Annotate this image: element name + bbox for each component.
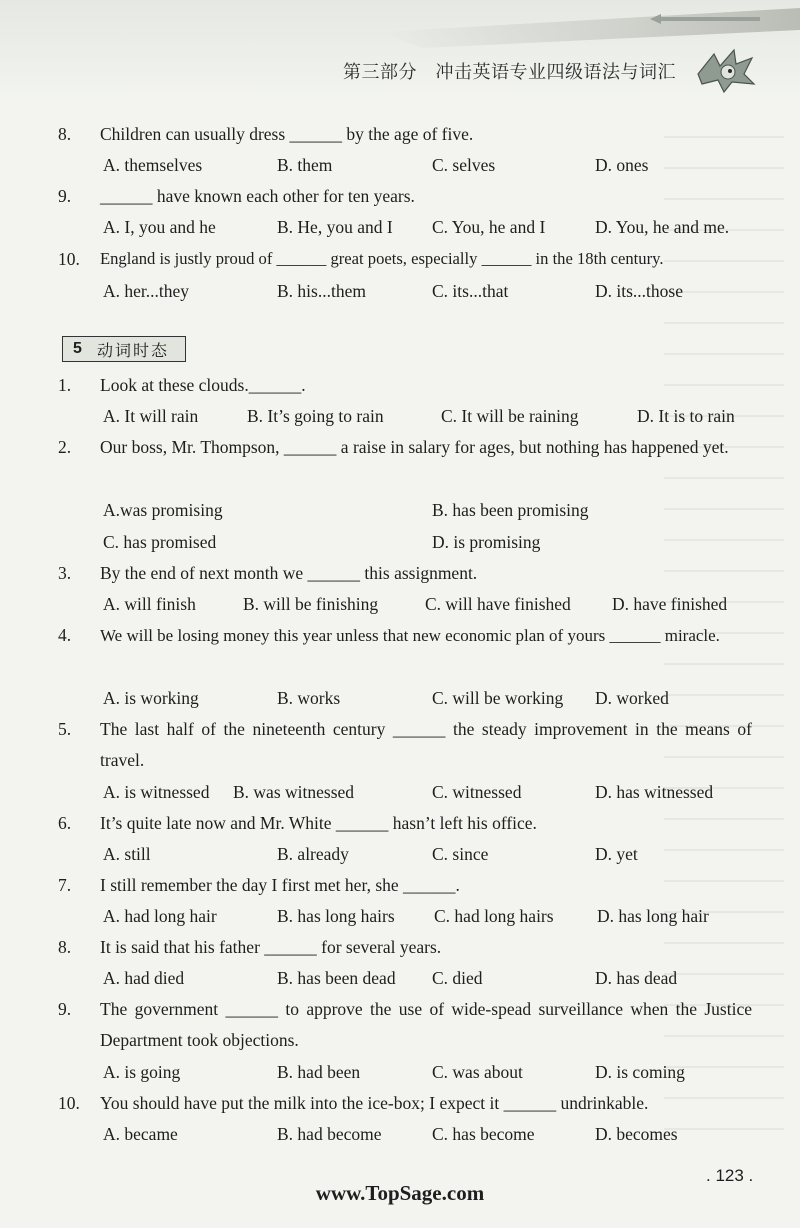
option-b: B. was witnessed bbox=[233, 782, 355, 802]
option-d: D. It is to rain bbox=[637, 406, 735, 426]
site-watermark-link[interactable]: www.TopSage.com bbox=[315, 1181, 485, 1205]
question-number: 2. bbox=[58, 437, 72, 457]
page-number: . 123 . bbox=[706, 1166, 754, 1185]
option-b: B. has long hairs bbox=[277, 906, 395, 926]
option-a: A. her...they bbox=[103, 281, 190, 301]
question-number: 10. bbox=[58, 249, 80, 269]
option-b: B. already bbox=[277, 844, 349, 864]
question-stem: The last half of the nineteenth century ______ the steady improvement in the means of travel. bbox=[100, 719, 752, 770]
option-d: D. is coming bbox=[595, 1062, 685, 1082]
option-c: C. selves bbox=[432, 155, 496, 175]
option-d: D. becomes bbox=[595, 1124, 678, 1144]
question-number: 6. bbox=[58, 813, 72, 833]
question-number: 8. bbox=[58, 124, 72, 144]
option-d: D. yet bbox=[595, 844, 638, 864]
option-d: D. has long hair bbox=[597, 906, 709, 926]
option-c: C. witnessed bbox=[432, 782, 522, 802]
question-stem: Our boss, Mr. Thompson, ______ a raise in salary for ages, but nothing has happened yet. bbox=[100, 437, 729, 457]
option-d: D. has witnessed bbox=[595, 782, 714, 802]
question-stem: It is said that his father ______ for several years. bbox=[100, 937, 442, 957]
option-a: A. is working bbox=[103, 688, 199, 708]
option-d: D. worked bbox=[595, 688, 669, 708]
option-a: A. It will rain bbox=[103, 406, 199, 426]
option-d: D. is promising bbox=[432, 532, 541, 552]
option-b: B. had been bbox=[277, 1062, 361, 1082]
option-c: C. It will be raining bbox=[441, 406, 579, 426]
option-b: B. He, you and I bbox=[277, 217, 393, 237]
option-c: C. will have finished bbox=[425, 594, 571, 614]
question-number: 9. bbox=[58, 186, 72, 206]
question-number: 8. bbox=[58, 937, 72, 957]
question-stem: The government ______ to approve the use of wide-spead surveillance when the Justice Department took objections. bbox=[100, 999, 752, 1050]
question-number: 5. bbox=[58, 719, 72, 739]
option-a: A. still bbox=[103, 844, 151, 864]
question-stem: It’s quite late now and Mr. White ______ hasn’t left his office. bbox=[100, 813, 537, 833]
section-heading bbox=[62, 336, 186, 362]
question-number: 9. bbox=[58, 999, 72, 1019]
option-c: C. was about bbox=[432, 1062, 523, 1082]
option-a: A. became bbox=[103, 1124, 178, 1144]
section-number: 5 bbox=[73, 340, 82, 357]
option-b: B. has been promising bbox=[432, 500, 589, 520]
mascot-icon bbox=[694, 44, 756, 94]
option-c: C. You, he and I bbox=[432, 217, 546, 237]
option-b: B. works bbox=[277, 688, 341, 708]
option-b: B. his...them bbox=[277, 281, 366, 301]
option-d: D. ones bbox=[595, 155, 649, 175]
option-d: D. has dead bbox=[595, 968, 678, 988]
question-stem: England is justly proud of ______ great poets, especially ______ in the 18th century. bbox=[100, 249, 664, 268]
option-a: A. I, you and he bbox=[103, 217, 216, 237]
option-b: B. It’s going to rain bbox=[247, 406, 384, 426]
question-stem: Children can usually dress ______ by the age of five. bbox=[100, 124, 474, 144]
question-stem: ______ have known each other for ten years. bbox=[100, 186, 415, 206]
option-c: C. died bbox=[432, 968, 483, 988]
question-stem: Look at these clouds.______. bbox=[100, 375, 306, 395]
option-a: A. is witnessed bbox=[103, 782, 210, 802]
option-a: A. is going bbox=[103, 1062, 181, 1082]
option-b: B. had become bbox=[277, 1124, 382, 1144]
option-c: C. had long hairs bbox=[434, 906, 554, 926]
question-number: 3. bbox=[58, 563, 72, 583]
question-stem: I still remember the day I first met her, she ______. bbox=[100, 875, 460, 895]
option-a: A.was promising bbox=[103, 500, 223, 520]
question-number: 7. bbox=[58, 875, 72, 895]
option-c: C. will be working bbox=[432, 688, 564, 708]
option-d: D. have finished bbox=[612, 594, 728, 614]
question-number: 1. bbox=[58, 375, 72, 395]
option-c: C. its...that bbox=[432, 281, 509, 301]
section-title: 动词时态 bbox=[97, 340, 170, 360]
option-c: C. has promised bbox=[103, 532, 217, 552]
option-b: B. will be finishing bbox=[243, 594, 379, 614]
question-number: 4. bbox=[58, 625, 72, 645]
option-c: C. since bbox=[432, 844, 489, 864]
question-stem: We will be losing money this year unless that new economic plan of yours ______ miracle. bbox=[100, 626, 720, 645]
option-a: A. had long hair bbox=[103, 906, 217, 926]
option-b: B. has been dead bbox=[277, 968, 396, 988]
option-a: A. will finish bbox=[103, 594, 196, 614]
option-b: B. them bbox=[277, 155, 333, 175]
option-a: A. themselves bbox=[103, 155, 203, 175]
question-stem: You should have put the milk into the ice-box; I expect it ______ undrinkable. bbox=[100, 1093, 649, 1113]
running-header-title: 第三部分 冲击英语专业四级语法与词汇 bbox=[343, 62, 676, 83]
option-c: C. has become bbox=[432, 1124, 535, 1144]
question-stem: By the end of next month we ______ this assignment. bbox=[100, 563, 478, 583]
option-d: D. its...those bbox=[595, 281, 683, 301]
option-a: A. had died bbox=[103, 968, 185, 988]
option-d: D. You, he and me. bbox=[595, 217, 730, 237]
question-number: 10. bbox=[58, 1093, 80, 1113]
